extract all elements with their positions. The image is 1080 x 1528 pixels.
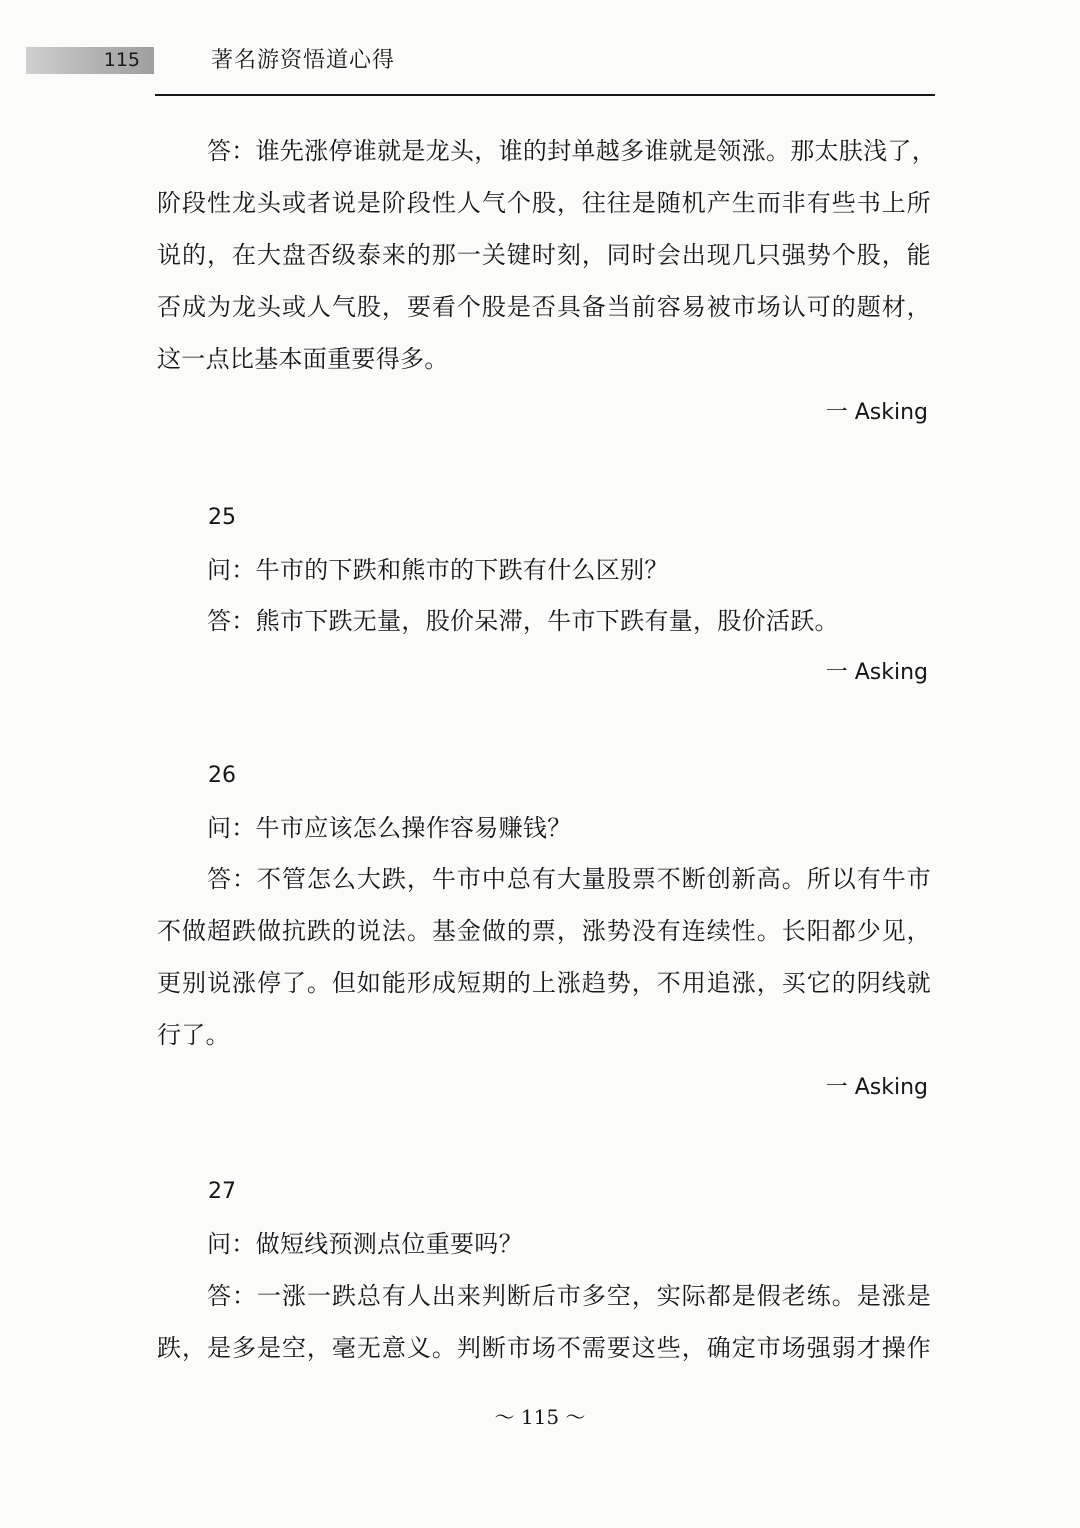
answer-24-line-2: 阶段性龙头或者说是阶段性人气个股，往往是随机产生而非有些书上所: [157, 189, 931, 217]
answer-26-line-4: 行了。: [157, 1021, 230, 1049]
signature-26: 一 Asking: [825, 1075, 928, 1100]
book-title: 著名游资悟道心得: [211, 48, 396, 73]
signature-25: 一 Asking: [825, 660, 928, 685]
answer-24-line-1: 答：谁先涨停谁就是龙头，谁的封单越多谁就是领涨。那太肤浅了，: [207, 137, 936, 165]
answer-26-line-2: 不做超跌做抗跌的说法。基金做的票，涨势没有连续性。长阳都少见，: [157, 917, 931, 945]
answer-26-line-3: 更别说涨停了。但如能形成短期的上涨趋势，不用追涨，买它的阴线就: [157, 969, 931, 997]
header-rule: [155, 94, 935, 96]
answer-26-line-1: 答：不管怎么大跌，牛市中总有大量股票不断创新高。所以有牛市: [207, 865, 931, 893]
page-footer: ～ 115 ～: [494, 1405, 586, 1429]
answer-27-line-2: 跌，是多是空，毫无意义。判断市场不需要这些，确定市场强弱才操作: [157, 1334, 931, 1362]
signature-24: 一 Asking: [825, 400, 928, 425]
answer-24-line-3: 说的，在大盘否级泰来的那一关键时刻，同时会出现几只强势个股，能: [157, 241, 931, 269]
question-number-27: 27: [208, 1179, 236, 1204]
answer-25: 答：熊市下跌无量，股价呆滞，牛市下跌有量，股价活跃。: [207, 607, 839, 635]
answer-24-line-5: 这一点比基本面重要得多。: [157, 345, 449, 373]
question-27: 问：做短线预测点位重要吗？: [207, 1230, 523, 1258]
answer-24-line-4: 否成为龙头或人气股，要看个股是否具备当前容易被市场认可的题材，: [157, 293, 931, 321]
question-26: 问：牛市应该怎么操作容易赚钱？: [207, 814, 572, 842]
question-number-25: 25: [208, 505, 236, 530]
page-number-badge: 115: [26, 47, 154, 74]
question-number-26: 26: [208, 763, 236, 788]
question-25: 问：牛市的下跌和熊市的下跌有什么区别？: [207, 556, 669, 584]
answer-27-line-1: 答：一涨一跌总有人出来判断后市多空，实际都是假老练。是涨是: [207, 1282, 931, 1310]
